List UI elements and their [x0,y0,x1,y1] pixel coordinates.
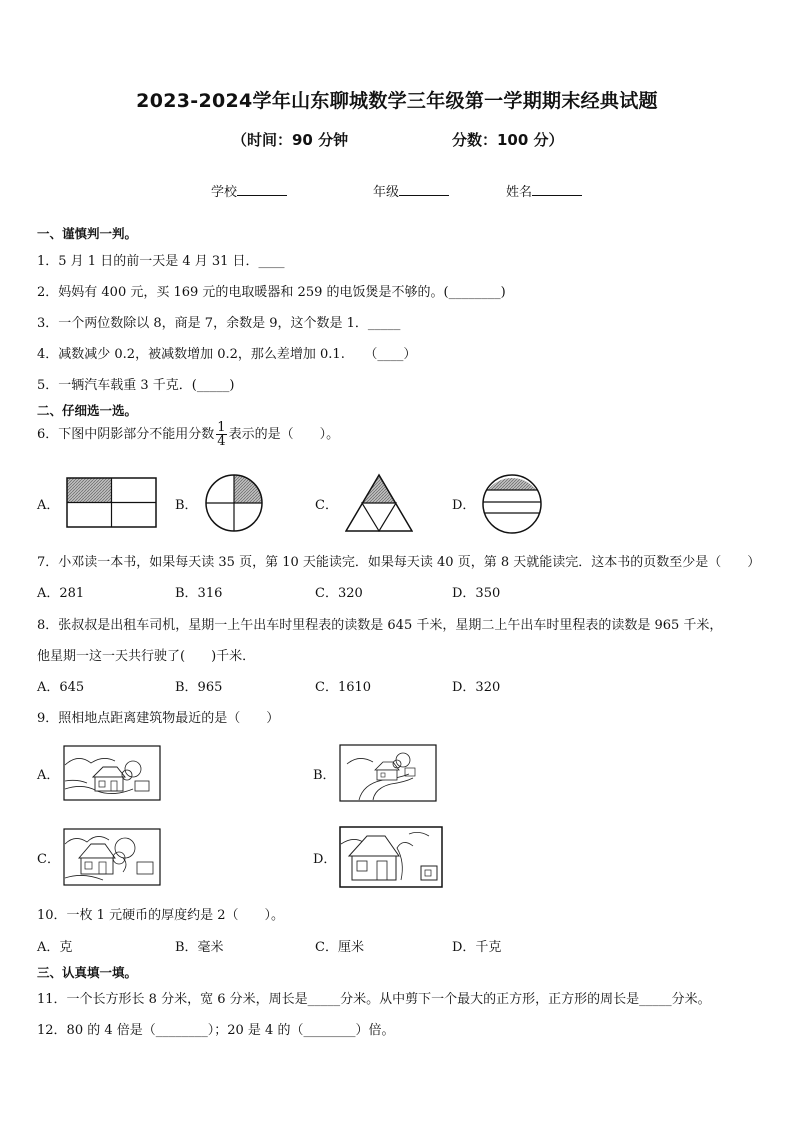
q8-option-d: D．320 [452,680,501,695]
question-6-suffix: 表示的是（ ）。 [228,427,340,442]
question-2: 2．妈妈有 400 元，买 169 元的电取暖器和 259 的电饭煲是不够的。(________) [37,285,506,300]
total-score: 分数：100 分） [452,131,564,149]
school-label: 学校 [211,185,238,200]
house-photo-mid-figure [63,828,161,886]
rectangle-quarter-figure [66,477,158,529]
question-9: 9．照相地点距离建筑物最近的是（ ） [37,711,280,726]
question-4: 4．减数减少 0.2，被减数增加 0.2，那么差增加 0.1. （____） [37,347,417,362]
section-heading-3: 三、认真填一填。 [37,965,138,980]
question-1: 1．5 月 1 日的前一天是 4 月 31 日．____ [37,254,285,269]
name-label: 姓名 [506,185,533,200]
fraction-numerator: 1 [217,420,226,435]
fraction-one-quarter [216,421,226,448]
q8-option-a: A．645 [37,680,85,695]
house-photo-near-figure [339,826,443,888]
circle-quarter-figure [204,473,264,533]
question-6-prefix: 6．下图中阴影部分不能用分数 [37,427,215,442]
page-title: 2023-2024学年山东聊城数学三年级第一学期期末经典试题 [136,90,658,112]
triangle-quarter-figure [345,473,413,533]
q6-option-a-label: A． [37,498,60,513]
question-10: 10．一枚 1 元硬币的厚度约是 2（ ）。 [37,908,284,923]
q6-option-d-label: D． [452,498,476,513]
q10-option-b: B．毫米 [175,940,224,955]
school-field [211,181,287,200]
question-8-line-2: 他星期一这一天共行驶了( )千米． [37,649,256,664]
question-5: 5．一辆汽车载重 3 千克．(_____) [37,378,235,393]
time-limit: （时间：90 分钟 [232,131,349,149]
q10-option-d: D．千克 [452,940,502,955]
school-blank[interactable] [237,181,287,196]
question-6 [37,421,339,448]
question-7: 7．小邓读一本书，如果每天读 35 页，第 10 天能读完．如果每天读 40 页，第 8 天就能读完．这本书的页数至少是（ ） [37,555,761,570]
q10-option-a: A．克 [37,940,73,955]
q7-option-c: C．320 [315,586,363,601]
q9-option-b-label: B． [313,768,336,783]
name-blank[interactable] [532,181,582,196]
house-photo-far-figure [63,745,161,801]
q7-option-d: D．350 [452,586,501,601]
q8-option-b: B．965 [175,680,223,695]
q7-option-a: A．281 [37,586,85,601]
q9-option-c-label: C． [37,852,60,867]
q7-option-b: B．316 [175,586,223,601]
name-field [506,181,582,200]
fraction-denominator: 4 [217,434,226,449]
grade-blank[interactable] [399,181,449,196]
section-heading-2: 二、仔细选一选。 [37,403,138,418]
house-photo-road-figure [339,744,437,802]
q10-option-c: C．厘米 [315,940,364,955]
section-heading-1: 一、谨慎判一判。 [37,226,138,241]
question-8-line-1: 8．张叔叔是出租车司机，星期一上午出车时里程表的读数是 645 千米，星期二上午出车时里程表的读数是 965 千米， [37,618,723,633]
question-12: 12．80 的 4 倍是（________）；20 是 4 的（________）倍。 [37,1023,395,1038]
grade-field [373,181,449,200]
q9-option-d-label: D． [313,852,337,867]
q8-option-c: C．1610 [315,680,372,695]
q9-option-a-label: A． [37,768,60,783]
circle-strips-figure [481,473,543,535]
question-3: 3．一个两位数除以 8，商是 7，余数是 9，这个数是 1．_____ [37,316,401,331]
question-11: 11．一个长方形长 8 分米，宽 6 分米，周长是_____分米。从中剪下一个最大的正方形，正方形的周长是_____分米。 [37,992,711,1007]
q6-option-b-label: B． [175,498,198,513]
q6-option-c-label: C． [315,498,338,513]
grade-label: 年级 [373,185,400,200]
